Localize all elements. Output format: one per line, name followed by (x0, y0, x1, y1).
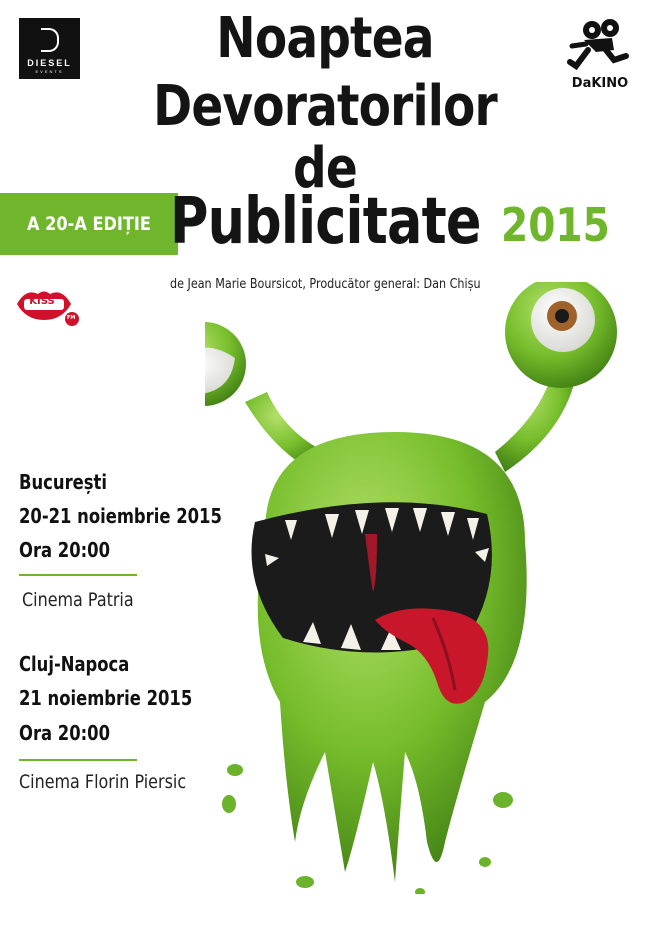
credits-line: de Jean Marie Boursicot, Producător general: Dan Chișu (170, 277, 481, 292)
film-reel-runner-icon (566, 16, 634, 76)
diesel-mark-icon (41, 28, 59, 52)
title-line-2: Devoratorilor de (153, 74, 497, 201)
title-line-3: Publicitate (170, 185, 481, 259)
event-1-venue: Cinema Patria (22, 589, 134, 611)
event-2-city: Cluj-Napoca (19, 652, 130, 676)
title-line-1: Noaptea (216, 6, 434, 71)
kiss-logo-text: KISS (29, 296, 55, 307)
diesel-logo-sub: EVENTS (35, 69, 64, 74)
event-1-city: București (19, 470, 108, 494)
diesel-logo-name: DIESEL (27, 58, 72, 68)
event-2-time: Ora 20:00 (19, 721, 111, 745)
diesel-events-logo (19, 18, 80, 79)
title-year: 2015 (501, 198, 610, 252)
dakino-logo-text: DaKINO (571, 76, 629, 91)
event-1-date: 20-21 noiembrie 2015 (19, 504, 222, 528)
event-2-date: 21 noiembrie 2015 (19, 686, 193, 710)
kiss-lips-icon (14, 286, 80, 328)
kiss-logo-fm: FM (67, 315, 76, 321)
event-2-divider (19, 759, 137, 761)
event-2-venue: Cinema Florin Piersic (19, 771, 187, 793)
kiss-fm-logo (14, 286, 80, 328)
event-1-time: Ora 20:00 (19, 538, 111, 562)
dakino-logo (566, 16, 634, 90)
green-monster-illustration (205, 282, 635, 894)
edition-label: A 20-A EDIȚIE (27, 213, 151, 235)
event-1-divider (19, 574, 137, 576)
